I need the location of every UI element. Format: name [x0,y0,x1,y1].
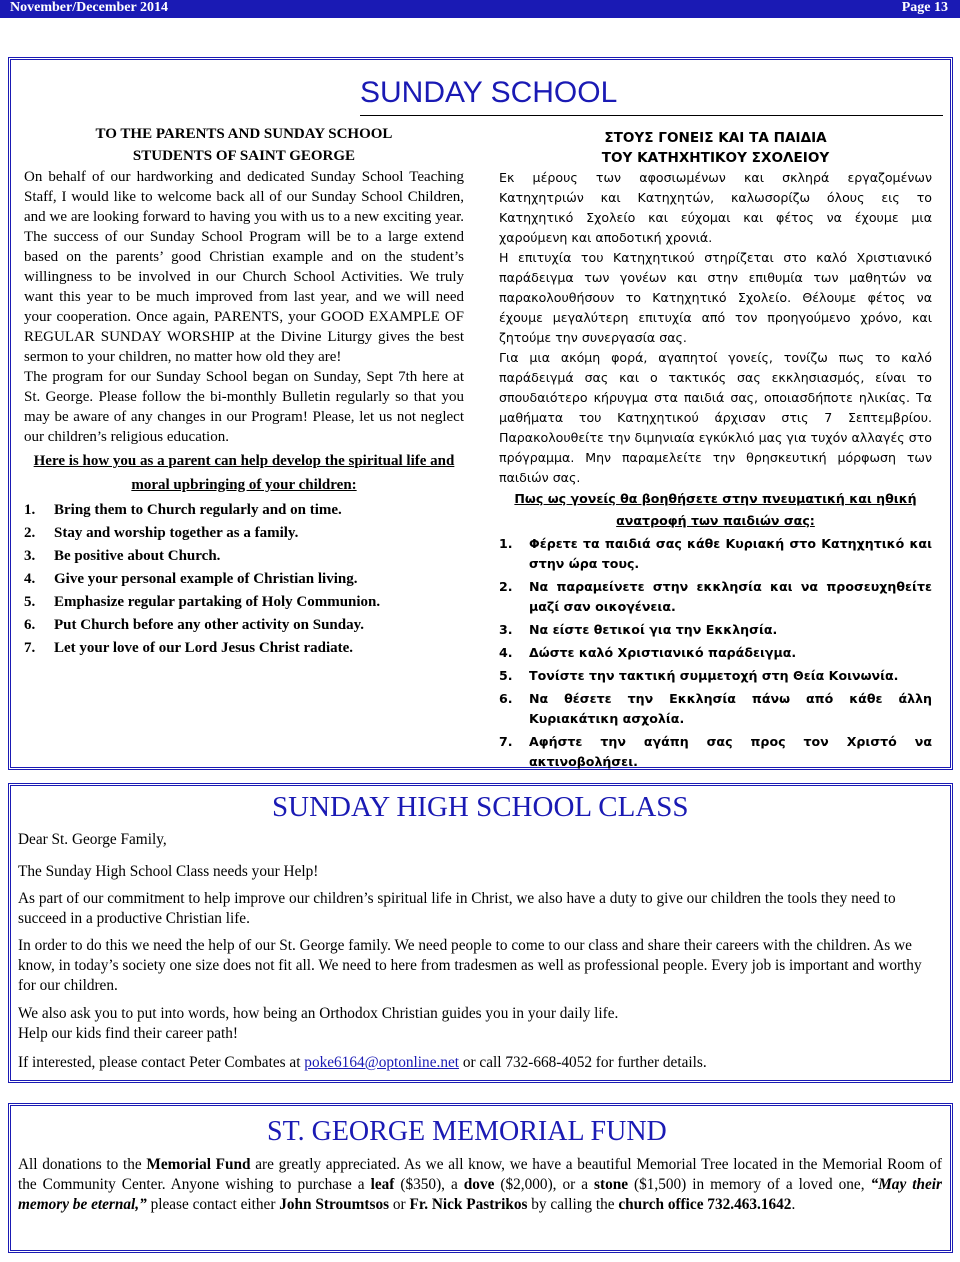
greek-heading-1: ΣΤΟΥΣ ΓΟΝΕΙΣ ΚΑΙ ΤΑ ΠΑΙΔΙΑ [604,130,827,146]
list-item: 4. Δώστε καλό Χριστιανικό παράδειγμα. [499,645,797,660]
english-subheading: Here is how you as a parent can help develop the spiritual life and moral upbringing of your children: [33,453,455,493]
memorial-fund-name: Memorial Fund [146,1156,251,1173]
leaf-option: leaf [370,1176,395,1193]
high-school-paragraph-3 [18,1004,930,1044]
high-school-paragraph-3a: We also ask you to put into words, how being an Orthodox Christian guides you in your daily life. [18,1005,619,1022]
list-item: 6. Να θέσετε την Εκκλησία πάνω από κάθε άλλη Κυριακάτικη ασχολία. [499,691,932,726]
memory-quote: “May their memory be eternal,” [18,1176,942,1213]
english-heading-1: TO THE PARENTS AND SUNDAY SCHOOL [95,126,393,142]
list-item: 4. Give your personal example of Christian living. [24,571,358,587]
greek-paragraph-2: Η επιτυχία του Κατηχητικού στηρίζεται στο καλό Χριστιανικό παράδειγμα των γονέων και στην επιθυμία των μαθητών να παρακολουθήσουν το Κατηχητικό Σχολείο. Θέλουμε φέτος να έχουμε μεγαλύτερη επιτυχία από τον προηγούμενο χρόνο, και ζητούμε την συνεργασία σας. [499,250,932,345]
high-school-greeting: Dear St. George Family, [18,831,167,848]
high-school-paragraph-2: In order to do this we need the help of our St. George family. We need people to come to our class and share their careers with the children. As we know, in today’s society one size does not fit all. We need to here from tradesmen as well as professional people. Every job is important and worthy for our children. [18,937,922,994]
greek-column [499,128,932,775]
list-item: 6. Put Church before any other activity on Sunday. [24,617,365,633]
high-school-intro: The Sunday High School Class needs your Help! [18,863,319,880]
list-item: 7. Let your love of our Lord Jesus Christ radiate. [24,640,354,656]
church-office-phone: church office 732.463.1642 [618,1196,792,1213]
greek-steps-list [499,534,932,772]
greek-heading-2: ΤΟΥ ΚΑΤΗΧΗΤΙΚΟΥ ΣΧΟΛΕΙΟΥ [601,150,830,166]
list-item: 5. Τονίστε την τακτική συμμετοχή στη Θεία Κοινωνία. [499,668,899,683]
list-item: 2. Stay and worship together as a family. [24,525,299,541]
contact-email-link[interactable]: poke6164@optonline.net [304,1054,460,1071]
high-school-title: SUNDAY HIGH SCHOOL CLASS [272,791,689,823]
english-paragraph-1: On behalf of our hardworking and dedicated Sunday School Teaching Staff, I would like to welcome back all of our Sunday School Children, and we are looking forward to having you with us to a new exciting year. The success of our Sunday School Program will be to a large extend based on the parents’ good Christian example and on the student’s willingness to be involved in our Church School Activities. We truly want this year to be much improved from last year, and we will need your cooperation. Once again, PARENTS, your GOOD EXAMPLE OF REGULAR SUNDAY WORSHIP at the Divine Liturgy gives the best sermon to your children, no matter how old they are! [24,169,464,365]
memorial-fund-title: ST. GEORGE MEMORIAL FUND [267,1116,667,1147]
high-school-paragraph-1: As part of our commitment to help improve our children’s spiritual life in Christ, we also have a duty to give our children the tools they need to succeed in a productive Christian life. [18,890,896,927]
high-school-contact [18,1053,930,1073]
greek-paragraph-3: Για μια ακόμη φορά, αγαπητοί γονείς, τονίζω πως το καλό παράδειγμά σας και ο τακτικός σας εκκλησιασμός, είναι το σπουδαιότερο κήρυγμα στα παιδιά σας, οποιασδήποτε ηλικίας. Τα μαθήματα του Κατηχητικού άρχισαν στις 7 Σεπτεμβρίου. Παρακολουθείτε την διμηνιαία εγκύκλιό μας για τυχόν αλλαγές στο πρόγραμμα. Μην παραμελείτε την θρησκευτική μόρφωση των παιδιών σας. [499,350,932,485]
contact-suffix: or call 732-668-4052 for further details. [462,1054,707,1071]
english-steps-list [24,499,464,660]
sunday-school-title-rule [360,115,943,116]
list-item: 1. Bring them to Church regularly and on time. [24,502,342,518]
high-school-paragraph-3b: Help our kids find their career path! [18,1025,239,1042]
list-item: 5. Emphasize regular partaking of Holy Communion. [24,594,381,610]
english-column [24,123,464,660]
greek-subheading: Πως ως γονείς θα βοηθήσετε στην πνευματική και ηθική ανατροφή των παιδιών σας: [514,491,917,528]
memorial-fund-text: All donations to the Memorial Fund are greatly appreciated. As we all know, we have a beautiful Memorial Tree located in the Memorial Room of the Community Center. Anyone wishing to purchase a leaf ($350), a dove ($2,000), or a stone ($1,500) in memory of a loved one, “May their memory be eternal,” please contact either John Stroumtsos or Fr. Nick Pastrikos by calling the church office 732.463.1642. [18,1156,942,1213]
sunday-school-title: SUNDAY SCHOOL [360,76,618,109]
header-rule [0,16,960,18]
list-item: 7. Αφήστε την αγάπη σας προς τον Χριστό να ακτινοβολήσει. [499,734,932,769]
contact-prefix: If interested, please contact Peter Combates at [18,1054,301,1071]
page-header [0,0,960,16]
list-item: 3. Be positive about Church. [24,548,221,564]
dove-option: dove [463,1176,495,1193]
english-paragraph-2: The program for our Sunday School began on Sunday, Sept 7th here at St. George. Please follow the bi-monthly Bulletin regularly so that you may be aware of any changes in our Program! Please, let us not neglect our children’s religious education. [24,369,464,445]
contact-name-1: John Stroumtsos [279,1196,390,1213]
greek-paragraph-1: Εκ μέρους των αφοσιωμένων και σκληρά εργαζομένων Κατηχητριών και Κατηχητών, καλωσορίζω όλους εις το Κατηχητικό Σχολείο και εύχομαι και φέτος να έχουμε μια χαρούμενη και αποδοτική χρονιά. [499,170,932,245]
page-number: Page 13 [901,0,948,15]
issue-date: November/December 2014 [10,0,168,15]
list-item: 3. Να είστε θετικοί για την Εκκλησία. [499,622,778,637]
english-heading-2: STUDENTS OF SAINT GEORGE [132,148,356,164]
contact-name-2: Fr. Nick Pastrikos [409,1196,528,1213]
stone-option: stone [594,1176,629,1193]
list-item: 2. Να παραμείνετε στην εκκλησία και να προσευχηθείτε μαζί σαν οικογένεια. [499,579,932,614]
list-item: 1. Φέρετε τα παιδιά σας κάθε Κυριακή στο Κατηχητικό και στην ώρα τους. [499,536,932,571]
